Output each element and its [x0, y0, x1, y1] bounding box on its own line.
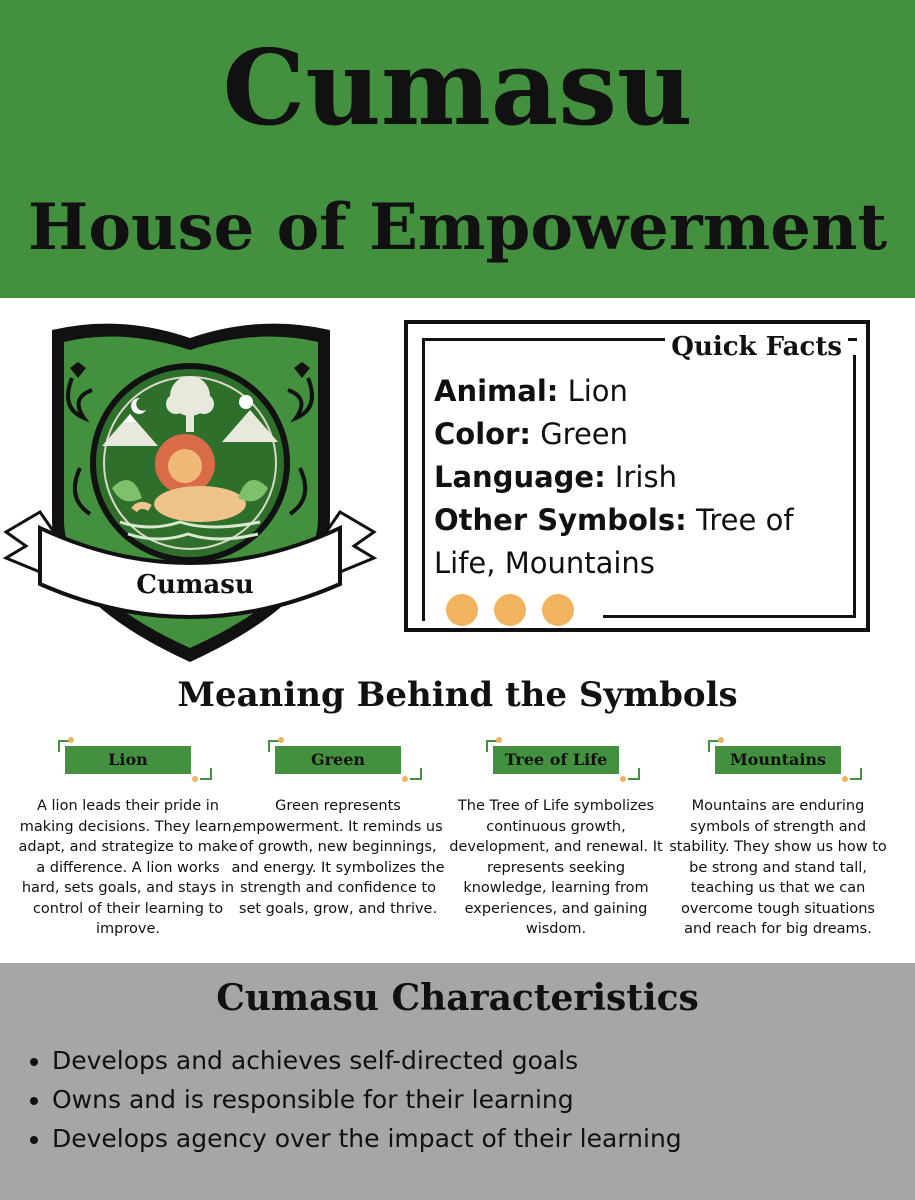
characteristics-title: Cumasu Characteristics [216, 977, 699, 1019]
fact-label: Color: [434, 417, 531, 451]
symbol-column-lion [18, 738, 238, 940]
crest-banner-label: Cumasu [136, 570, 254, 600]
symbol-tag [446, 738, 666, 788]
quick-facts-box [404, 320, 870, 632]
symbol-tag [668, 738, 888, 788]
list-item: • Develops agency over the impact of their learning [52, 1119, 682, 1158]
symbol-description: Mountains are enduring symbols of strength and stability. They show us how to be strong and stand tall, teaching us that we can overcome tough situations and reach for big dreams. [669, 798, 887, 937]
symbol-description: A lion leads their pride in making decisions. They learn, adapt, and strategize to make a difference. A lion works hard, sets goals, and stays in control of their learning to improve. [18, 798, 238, 937]
characteristics-list [24, 1041, 682, 1158]
fact-value: Green [540, 417, 629, 451]
fact-animal [434, 370, 854, 413]
list-item: • Develops and achieves self-directed goals [52, 1041, 682, 1080]
house-crest [0, 318, 380, 668]
page-title: Cumasu [222, 26, 693, 149]
fact-value: Irish [614, 460, 677, 494]
quick-facts-title: Quick Facts [665, 332, 848, 362]
symbol-tag-label: Lion [65, 746, 191, 774]
fact-label: Other Symbols: [434, 503, 687, 537]
characteristics-section [0, 963, 915, 1200]
decorative-dot [542, 594, 574, 626]
fact-label: Animal: [434, 374, 559, 408]
symbol-column-tree-of-life [446, 738, 666, 940]
header-banner [0, 0, 915, 298]
fact-other-symbols [434, 499, 844, 585]
fact-language [434, 456, 854, 499]
symbol-tag [228, 738, 448, 788]
fact-value: Lion [567, 374, 628, 408]
page-subtitle: House of Empowerment [27, 190, 888, 265]
fact-label: Language: [434, 460, 606, 494]
symbol-column-mountains [668, 738, 888, 940]
symbol-tag-label: Tree of Life [493, 746, 619, 774]
symbol-tag-label: Mountains [715, 746, 841, 774]
symbol-tag-label: Green [275, 746, 401, 774]
list-item: • Owns and is responsible for their learning [52, 1080, 682, 1119]
lion-crest-icon [0, 318, 380, 668]
symbol-column-green [228, 738, 448, 919]
symbol-description: The Tree of Life symbolizes continuous growth, development, and renewal. It represents seeking knowledge, learning from experiences, and gaining wisdom. [449, 798, 663, 937]
fact-color [434, 413, 854, 456]
symbol-description: Green represents empowerment. It reminds us of growth, new beginnings, and energy. It symbolizes the strength and confidence to set goals, grow, and thrive. [231, 798, 445, 917]
symbol-tag [18, 738, 238, 788]
decorative-dot [446, 594, 478, 626]
meaning-section-title: Meaning Behind the Symbols [177, 675, 738, 715]
decorative-dot [494, 594, 526, 626]
fact-value: Tree of Life, Mountains [434, 503, 794, 580]
